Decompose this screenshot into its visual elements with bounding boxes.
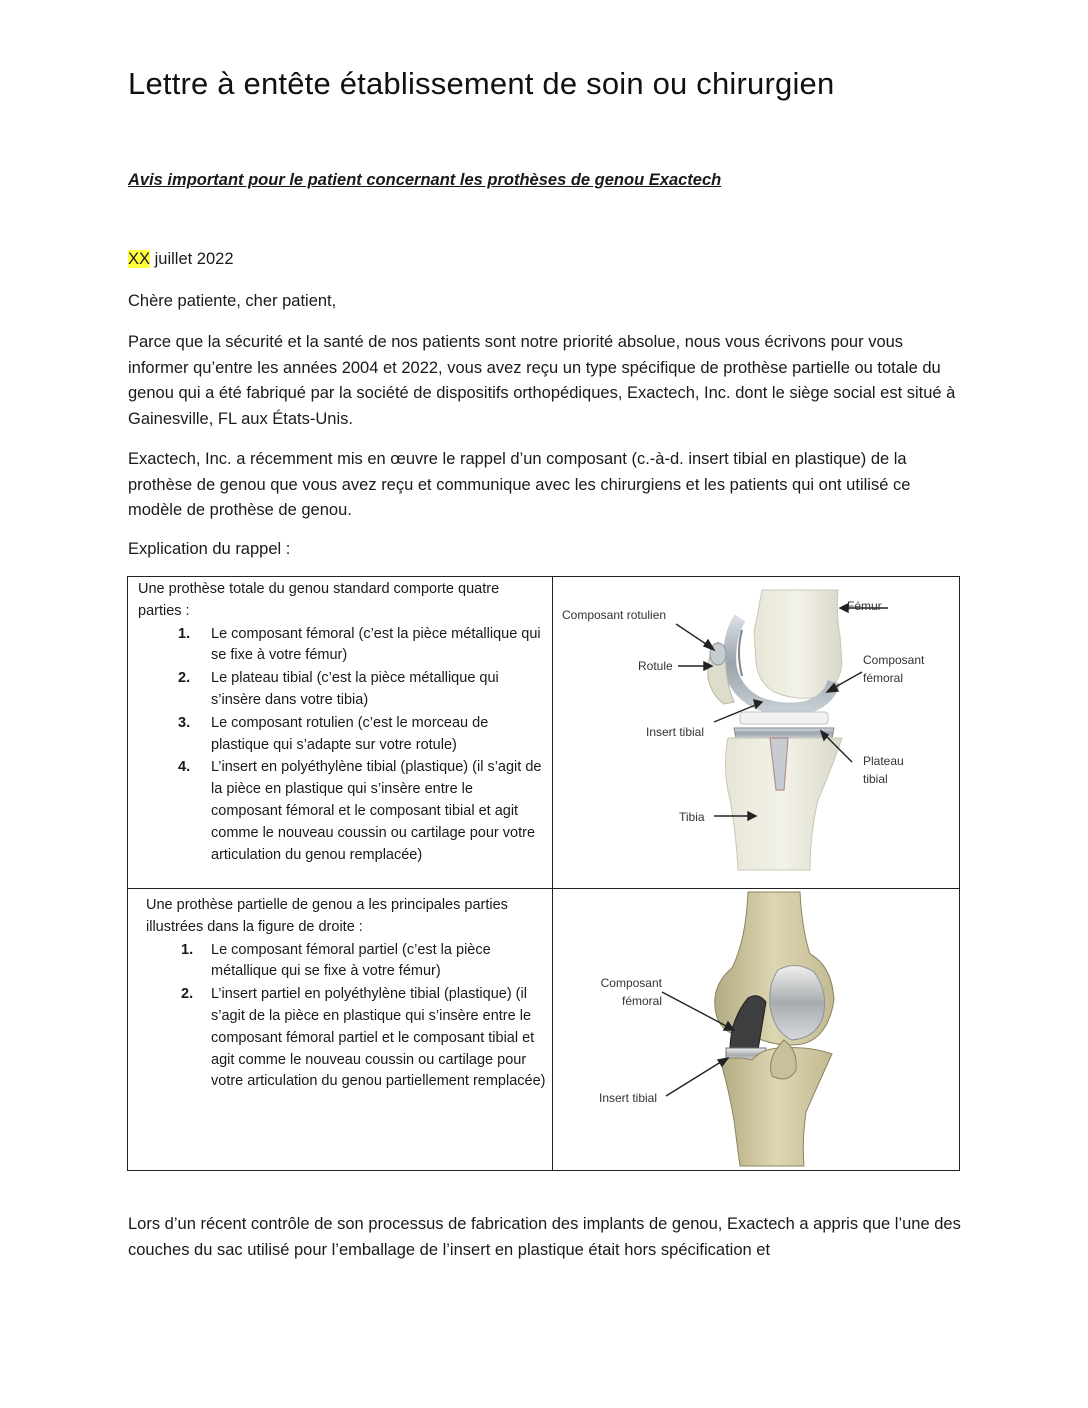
list-item-text: Le plateau tibial (c’est la pièce métallique qui s’insère dans votre tibia) <box>211 670 499 708</box>
label-tibial-insert: Insert tibial <box>646 725 705 739</box>
label-femur: Fémur <box>847 599 882 613</box>
list-item-text: L’insert partiel en polyéthylène tibial (plastique) (il s’agit de la pièce en plastique qui s’insère entre le composant fémoral partiel et le composant tibial et agit comme le nouveau coussin ou cartilage pour votre articulation du genou partiellement remplacée) <box>211 986 546 1090</box>
partial-knee-intro: Une prothèse partielle de genou a les principales parties illustrées dans la figure de droite : <box>146 897 508 935</box>
paragraph-intro: Parce que la sécurité et la santé de nos patients sont notre priorité absolue, nous vous écrivons pour vous informer qu’entre les années 2004 et 2022, vous avez reçu un type spécifique de prothèse partielle ou totale du genou qui a été fabriqué par la société de dispositifs orthopédiques, Exactech, Inc. dont le siège social est situé à Gainesville, FL aux États-Unis. <box>128 333 956 428</box>
date-line <box>128 250 234 269</box>
list-item <box>138 668 543 712</box>
paragraph-recall: Exactech, Inc. a récemment mis en œuvre le rappel d’un composant (c.-à-d. insert tibial en plastique) de la prothèse de genou que vous avez reçu et communique avec les chirurgiens et les patients qui ont utilisé ce modèle de prothèse de genou. <box>128 450 911 519</box>
partial-knee-parts-list <box>146 940 546 1094</box>
list-number: 1. <box>181 941 194 958</box>
total-knee-figure <box>552 578 958 884</box>
list-number: 1. <box>178 625 191 642</box>
label-tibial-tray: Plateau tibial <box>863 754 904 786</box>
letterhead-title: Lettre à entête établissement de soin ou chirurgien <box>128 66 835 101</box>
label-tibial-insert: Insert tibial <box>599 1091 658 1105</box>
list-number: 3. <box>178 714 191 731</box>
list-number: 2. <box>181 986 194 1003</box>
explanation-label: Explication du rappel : <box>128 540 291 558</box>
partial-knee-description <box>146 895 546 1093</box>
label-tibia: Tibia <box>679 810 705 824</box>
date-text: juillet 2022 <box>150 250 234 268</box>
list-number: 4. <box>178 759 191 776</box>
list-item-text: Le composant rotulien (c’est le morceau de plastique qui s’adapte sur votre rotule) <box>211 714 489 753</box>
total-knee-description <box>138 579 543 866</box>
list-item-text: L’insert en polyéthylène tibial (plastique) (il s’agit de la pièce en plastique qui s’insère entre le composant fémoral et le composant tibial et agit comme le nouveau coussin ou cartilage pour votre articulation du genou remplacée) <box>211 759 542 863</box>
partial-knee-illustration <box>552 890 958 1169</box>
label-femoral-component: Composant fémoral <box>600 976 662 1008</box>
label-patellar-component: Composant rotulien <box>562 608 667 622</box>
list-item <box>138 713 543 757</box>
list-item <box>138 757 543 866</box>
list-item <box>138 624 543 668</box>
list-item <box>146 984 546 1093</box>
paragraph-packaging: Lors d’un récent contrôle de son processus de fabrication des implants de genou, Exactech a appris que l’une des couches du sac utilisé pour l’emballage de l’insert en plastique était hors spécification et <box>128 1215 961 1259</box>
partial-knee-figure <box>552 890 958 1169</box>
date-placeholder-highlight: XX <box>128 250 151 268</box>
list-item-text: Le composant fémoral (c’est la pièce métallique qui se fixe à votre fémur) <box>211 625 541 664</box>
list-item-text: Le composant fémoral partiel (c’est la pièce métallique qui se fixe à votre fémur) <box>211 941 491 980</box>
salutation: Chère patiente, cher patient, <box>128 292 337 310</box>
list-number: 2. <box>178 670 191 687</box>
list-item <box>146 940 546 984</box>
label-patella: Rotule <box>638 659 673 673</box>
total-knee-intro: Une prothèse totale du genou standard comporte quatre parties : <box>138 581 500 619</box>
notice-title: Avis important pour le patient concernant les prothèses de genou Exactech <box>128 171 722 189</box>
label-femoral-component: Composant fémoral <box>863 653 925 685</box>
total-knee-parts-list <box>138 624 543 867</box>
